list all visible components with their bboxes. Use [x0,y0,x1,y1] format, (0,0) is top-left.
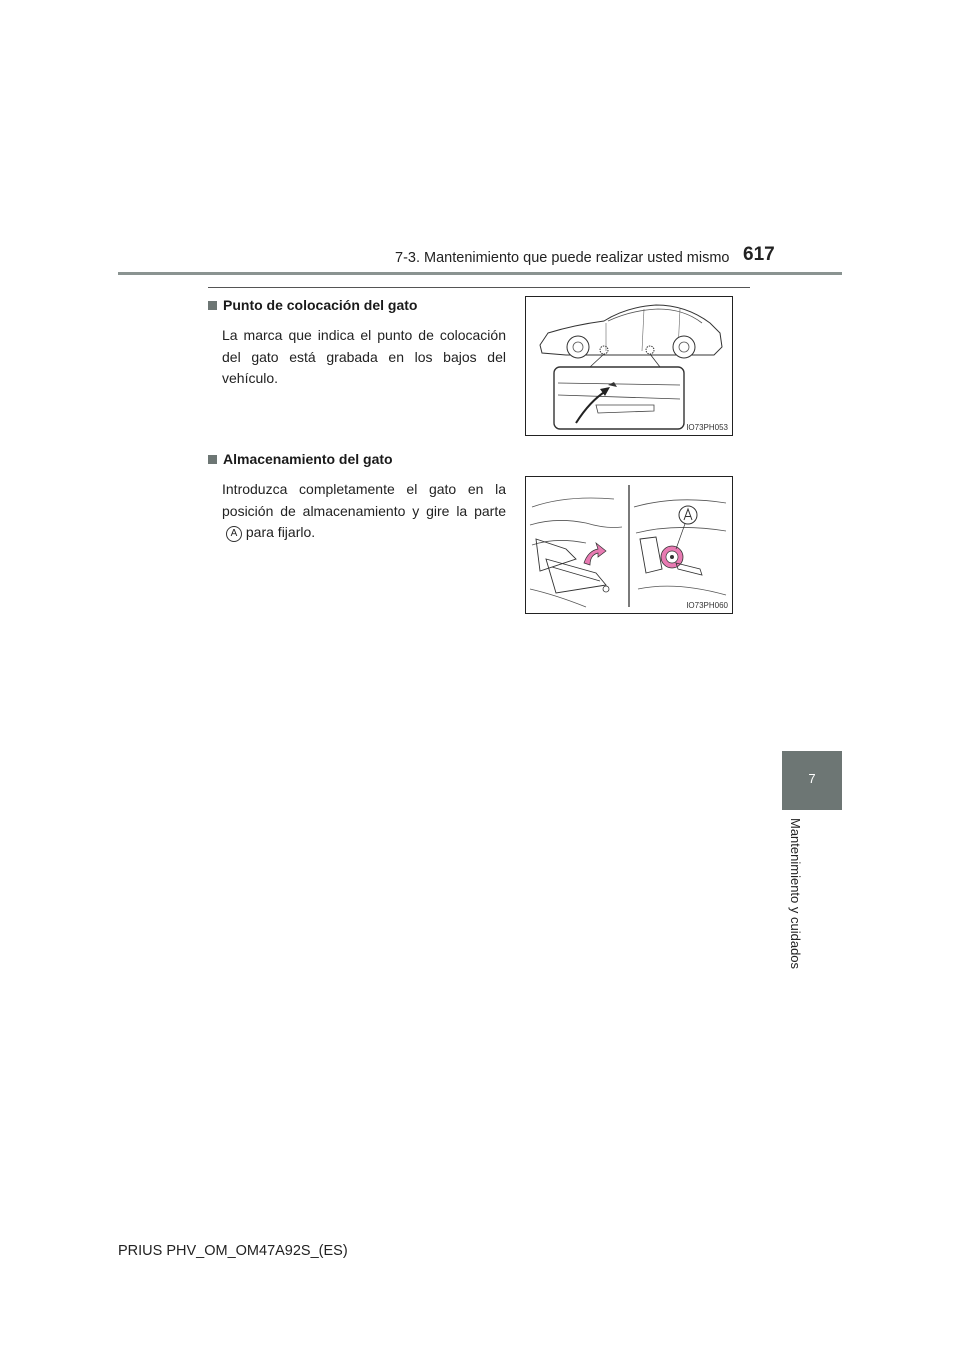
car-jack-point-illustration [526,297,732,435]
chapter-tab[interactable] [782,751,842,810]
section-body: La marca que indica el punto de colocación del gato está grabada en los bajos del vehículo. [222,327,506,387]
section-jack-storage [208,451,508,544]
page-number: 617 [743,244,775,265]
section-body [222,479,506,544]
figure-jack-storage [525,476,733,614]
section-heading-text: Almacenamiento del gato [223,451,393,467]
section-heading [208,451,508,467]
section-heading-text: Punto de colocación del gato [223,297,418,313]
square-bullet-icon [208,455,217,464]
jack-storage-illustration [526,477,732,613]
figure-jack-point [525,296,733,436]
figure-code: IO73PH053 [686,423,728,432]
section-jack-point [208,297,508,390]
footer-code: PRIUS PHV_OM_OM47A92S_(ES) [118,1243,348,1259]
figure-code: IO73PH060 [686,601,728,610]
section-title: 7-3. Mantenimiento que puede realizar usted mismo [395,250,730,266]
body-text: para fijarlo. [245,524,316,541]
chapter-title: Mantenimiento y cuidados [788,818,803,970]
section-rule [208,287,750,288]
chapter-number: 7 [808,771,816,786]
section-heading [208,297,508,313]
body-text: Introduzca completamente el gato en la posición de almacenamiento y gire la parte [222,481,506,519]
callout-label: A [226,526,242,542]
header-rule [118,272,842,275]
square-bullet-icon [208,301,217,310]
